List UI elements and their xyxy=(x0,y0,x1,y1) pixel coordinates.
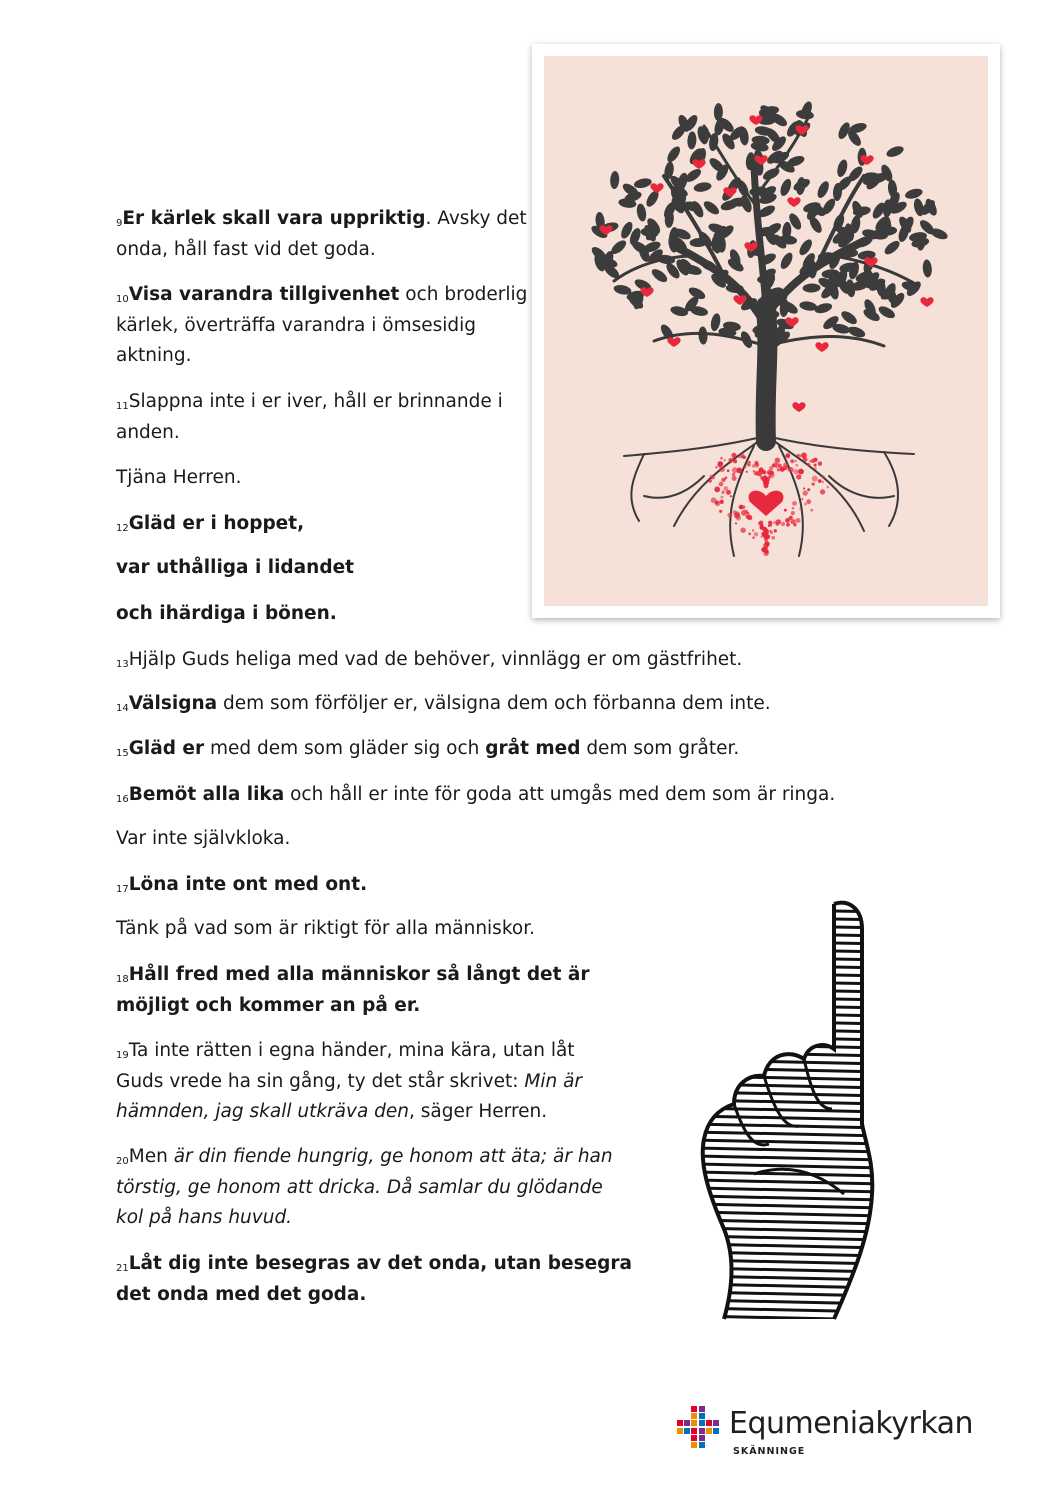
verse-number: 21 xyxy=(116,1263,129,1274)
verse-bold-text: Bemöt alla lika xyxy=(128,784,285,805)
verse-bold-text: möjligt och kommer an på er. xyxy=(116,994,421,1016)
verse-number: 16 xyxy=(116,794,129,805)
verse-14 xyxy=(116,689,771,720)
verse-12-line2 xyxy=(116,553,354,584)
verse-text: med dem som gläder sig och xyxy=(204,738,486,759)
verse-11-continued: Tjäna Herren. xyxy=(116,467,242,488)
verse-text: kärlek, överträffa varandra i ömsesidig xyxy=(116,314,477,336)
verse-text: Slappna inte i er iver, håll er brinnande i xyxy=(128,391,503,412)
verse-13 xyxy=(116,645,742,676)
verse-bold-text: var uthålliga i lidandet xyxy=(116,557,354,578)
verse-number: 17 xyxy=(116,884,129,895)
cross-logo-icon xyxy=(677,1406,721,1450)
verse-12 xyxy=(116,509,304,540)
verse-number: 13 xyxy=(116,659,129,670)
verse-17 xyxy=(116,870,367,901)
verse-number: 20 xyxy=(116,1156,129,1167)
verse-19 xyxy=(116,1036,582,1128)
verse-11 xyxy=(116,387,503,448)
verse-italic-text: är din fiende hungrig, ge honom att äta; är han xyxy=(173,1146,613,1167)
verse-text: , säger Herren. xyxy=(409,1101,548,1122)
verse-text: och broderlig xyxy=(399,284,528,305)
verse-bold-text: Välsigna xyxy=(128,693,218,714)
verse-bold-text: Gläd er xyxy=(128,738,205,759)
verse-20 xyxy=(116,1142,613,1234)
verse-17-continued: Tänk på vad som är riktigt för alla människor. xyxy=(116,918,535,939)
verse-italic-text: hämnden, jag skall utkräva den xyxy=(116,1101,410,1122)
verse-bold-text: det onda med det goda. xyxy=(116,1283,367,1305)
verse-text: aktning. xyxy=(116,345,192,366)
tree-of-life-heart-icon xyxy=(544,56,988,606)
verse-bold-text: Håll fred med alla människor så långt det är xyxy=(128,964,590,985)
verse-number: 11 xyxy=(116,401,129,412)
verse-9 xyxy=(116,204,527,265)
pointing-finger-icon xyxy=(694,894,884,1324)
verse-text: Men xyxy=(128,1146,174,1167)
verse-10 xyxy=(116,280,527,372)
verse-bold-text: Löna inte ont med ont. xyxy=(128,874,368,895)
verse-18 xyxy=(116,960,590,1021)
verse-15 xyxy=(116,734,739,765)
pointing-hand-image xyxy=(694,894,884,1328)
verse-bold-text: Visa varandra tillgivenhet xyxy=(128,284,400,305)
verse-text: . Avsky det xyxy=(425,208,527,229)
verse-bold-text: gråt med xyxy=(485,738,581,759)
verse-bold-text: Låt dig inte besegras av det onda, utan besegra xyxy=(128,1253,632,1274)
verse-bold-text: och ihärdiga i bönen. xyxy=(116,603,337,624)
logo-location: SKÄNNINGE xyxy=(733,1446,806,1457)
verse-number: 18 xyxy=(116,974,129,985)
verse-text: onda, håll fast vid det goda. xyxy=(116,238,376,260)
verse-number: 12 xyxy=(116,523,129,534)
verse-text: dem som förföljer er, välsigna dem och förbanna dem inte. xyxy=(217,693,771,714)
logo-name: Equmeniakyrkan xyxy=(729,1406,974,1441)
verse-text: anden. xyxy=(116,421,180,443)
verse-number: 9 xyxy=(116,218,123,229)
verse-italic-text: törstig, ge honom att dricka. Då samlar du glödande xyxy=(116,1176,603,1198)
verse-text: dem som gråter. xyxy=(580,738,740,759)
verse-text: Guds vrede ha sin gång, ty det står skrivet: xyxy=(116,1070,525,1092)
verse-bold-text: Er kärlek skall vara uppriktig xyxy=(122,208,426,229)
verse-number: 14 xyxy=(116,703,129,714)
verse-16 xyxy=(116,780,835,811)
verse-text: Ta inte rätten i egna händer, mina kära, utan låt xyxy=(128,1040,575,1061)
equmeniakyrkan-logo xyxy=(677,1402,997,1468)
verse-bold-text: Gläd er i hoppet, xyxy=(128,513,305,534)
verse-16-continued: Var inte självkloka. xyxy=(116,828,291,849)
verse-number: 10 xyxy=(116,294,129,305)
tree-image-frame xyxy=(532,44,1000,618)
verse-number: 15 xyxy=(116,748,129,759)
verse-text: Hjälp Guds heliga med vad de behöver, vinnlägg er om gästfrihet. xyxy=(128,649,743,670)
verse-italic-text: Min är xyxy=(524,1070,583,1092)
verse-text: och håll er inte för goda att umgås med dem som är ringa. xyxy=(284,784,836,805)
verse-italic-text: kol på hans huvud. xyxy=(116,1207,293,1228)
verse-number: 19 xyxy=(116,1050,129,1061)
verse-21 xyxy=(116,1249,632,1310)
verse-12-line3 xyxy=(116,599,337,630)
